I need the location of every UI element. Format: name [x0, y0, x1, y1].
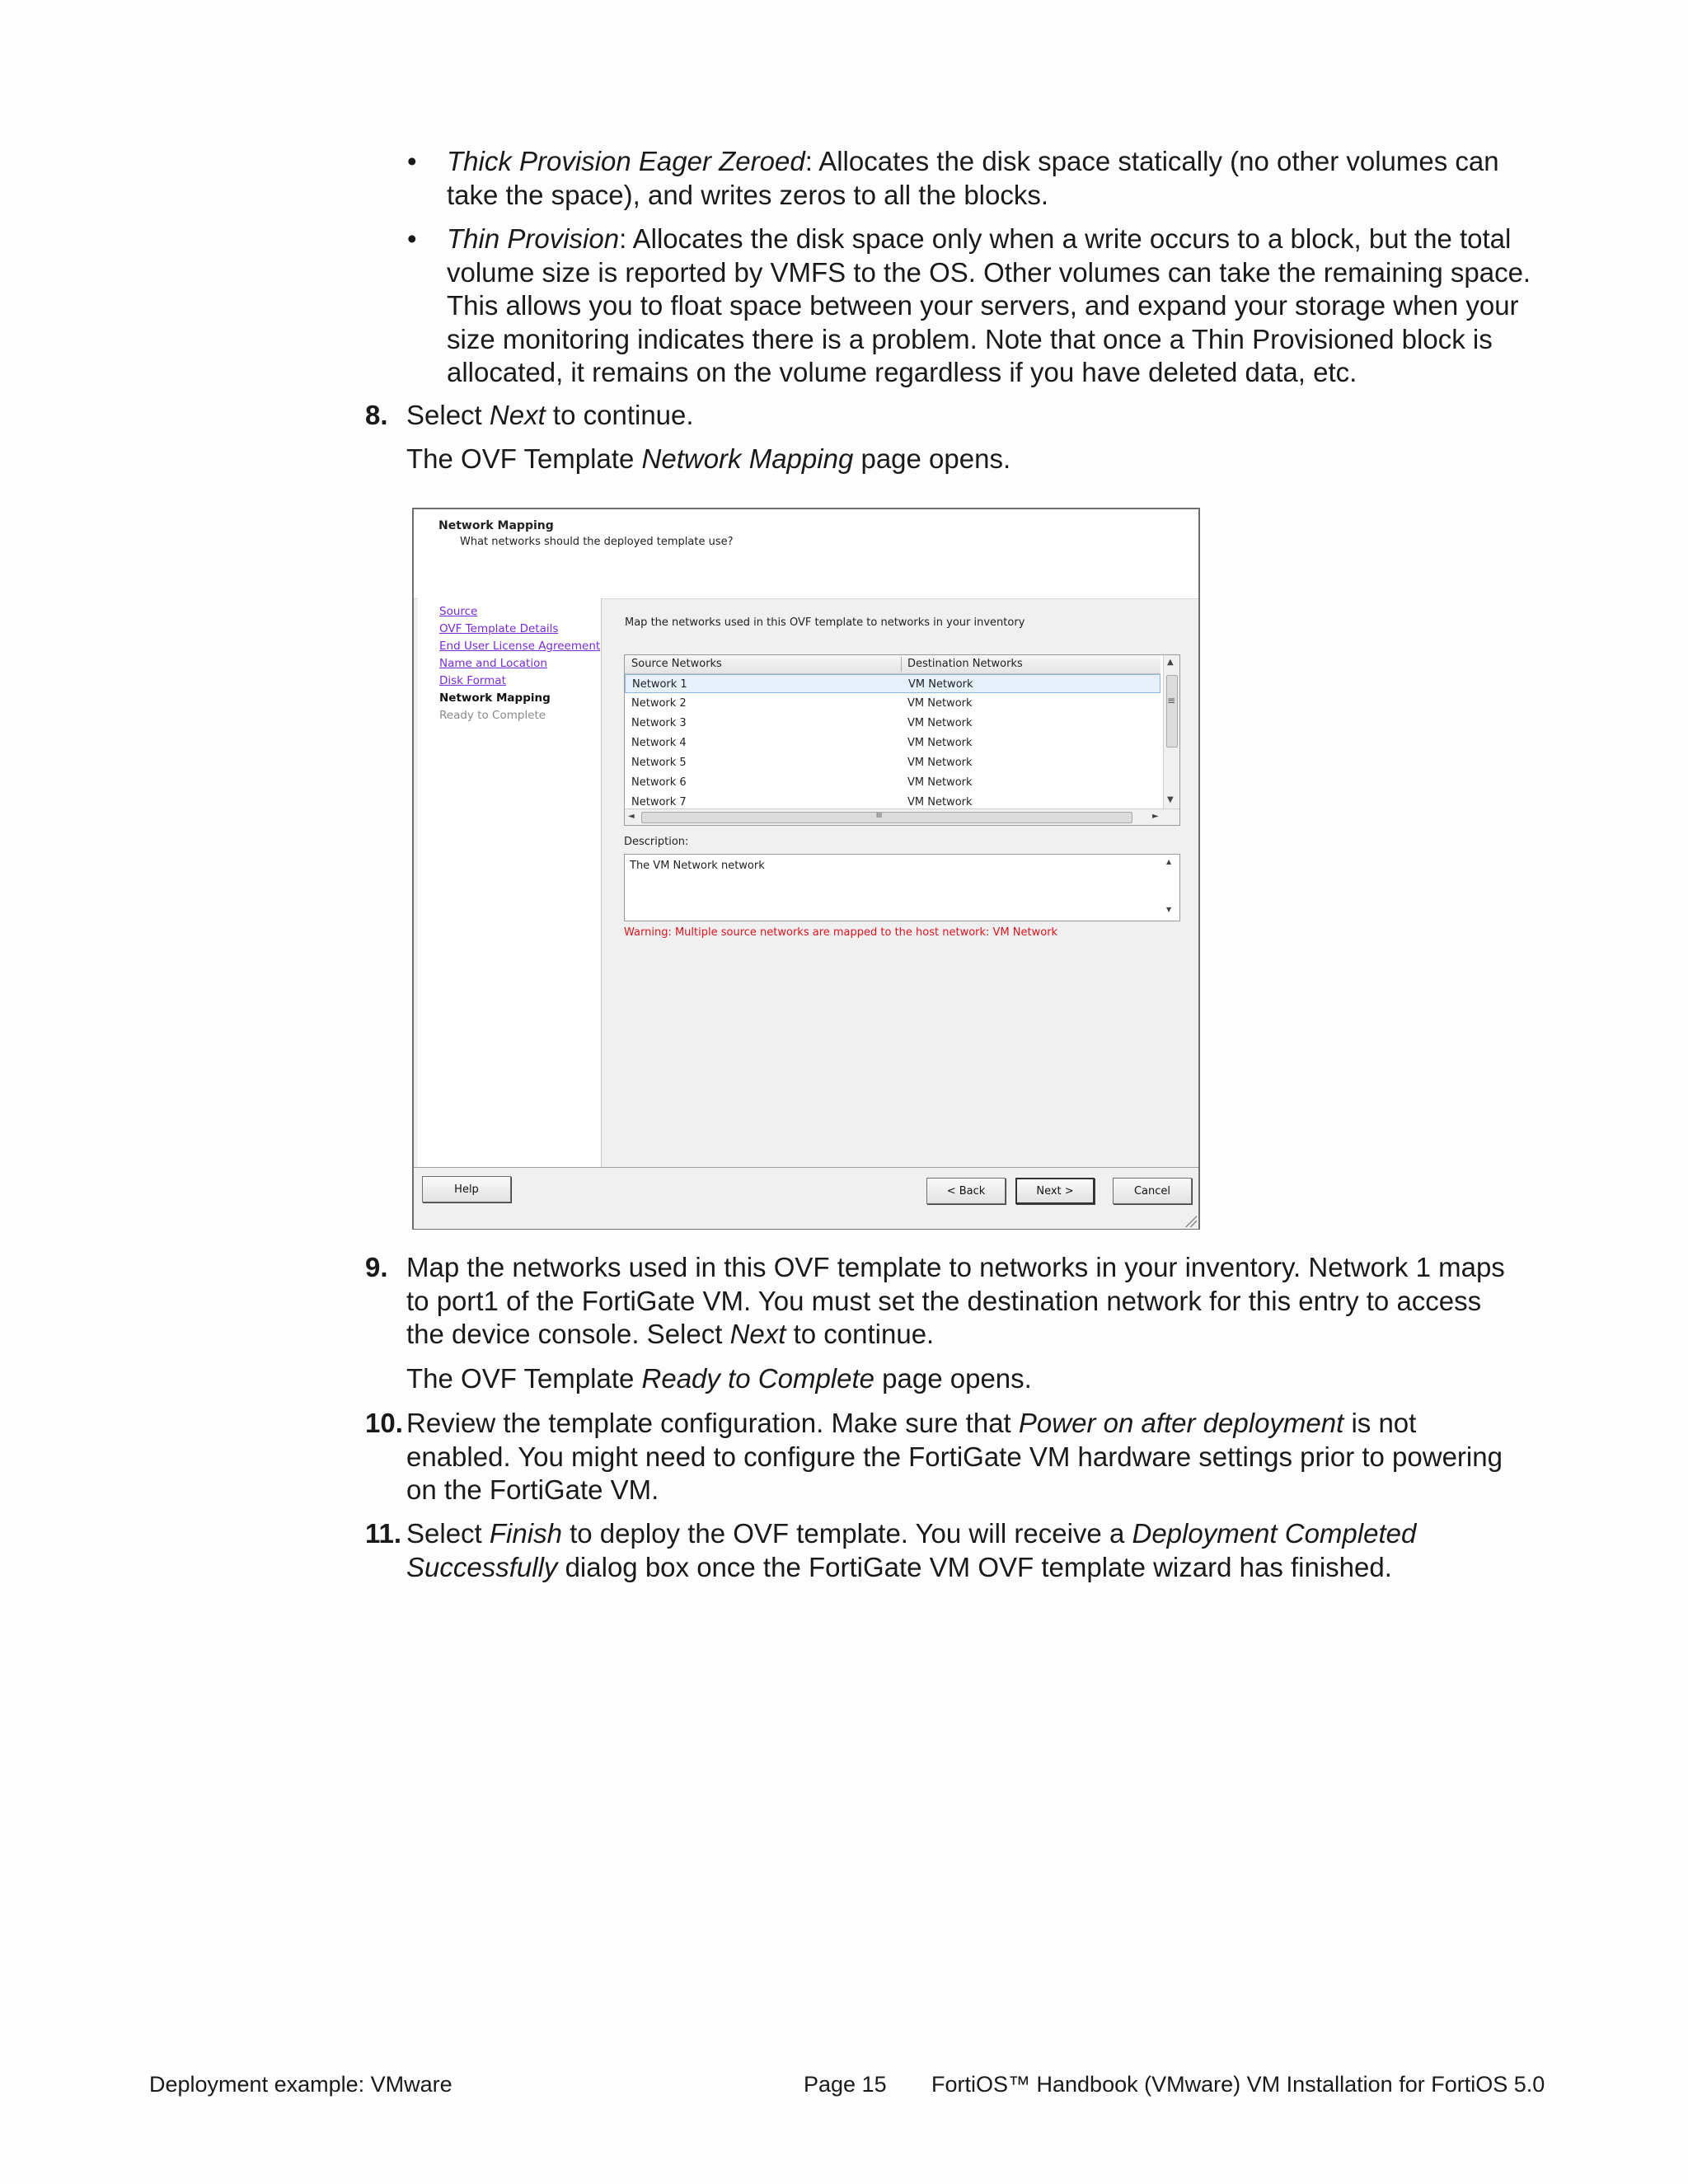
scroll-grip-icon: ≡: [1167, 695, 1176, 706]
vertical-scroll-thumb[interactable]: [1166, 675, 1178, 748]
footer-page-number: Page 15: [804, 2072, 887, 2097]
scroll-down-arrow-icon[interactable]: ▼: [1167, 795, 1174, 804]
cancel-button[interactable]: Cancel: [1113, 1178, 1192, 1204]
description-label: Description:: [624, 836, 689, 848]
dialog-footer: [414, 1167, 1198, 1229]
grid-row[interactable]: Network 3 VM Network: [631, 717, 973, 729]
step-number: 10.: [365, 1408, 403, 1438]
nav-ready-to-complete: Ready to Complete: [439, 709, 546, 722]
step-8-result: The OVF Template Network Mapping page opens.: [406, 443, 1011, 474]
grid-row[interactable]: Network 5 VM Network: [631, 757, 973, 769]
bullet-dot: •: [407, 146, 417, 176]
nav-ovf-template-details-link[interactable]: OVF Template Details: [439, 622, 559, 635]
footer-left: Deployment example: VMware: [149, 2072, 452, 2097]
step-9-result: The OVF Template Ready to Complete page opens.: [406, 1363, 1032, 1394]
horizontal-scroll-thumb[interactable]: [641, 812, 1132, 823]
dialog-header: [414, 509, 1198, 599]
grid-row[interactable]: Network 2 VM Network: [631, 697, 973, 710]
nav-disk-format-link[interactable]: Disk Format: [439, 674, 506, 687]
desc-scroll-down-icon[interactable]: ▼: [1166, 906, 1172, 913]
description-box[interactable]: [624, 854, 1180, 921]
footer-right: FortiOS™ Handbook (VMware) VM Installation for FortiOS 5.0: [931, 2072, 1545, 2097]
mapping-warning: Warning: Multiple source networks are mapped to the host network: VM Network: [624, 926, 1058, 939]
column-separator: [901, 657, 902, 672]
scroll-left-arrow-icon[interactable]: ◄: [628, 812, 635, 821]
resize-grip-icon[interactable]: [1184, 1214, 1197, 1227]
back-button[interactable]: < Back: [926, 1178, 1006, 1204]
help-button[interactable]: Help: [422, 1176, 511, 1202]
hscroll-grip-icon: III: [876, 812, 883, 819]
grid-row[interactable]: Network 7 VM Network: [631, 796, 973, 808]
term-thick-provision: Thick Provision Eager Zeroed: [447, 146, 805, 176]
scroll-right-arrow-icon[interactable]: ►: [1152, 812, 1159, 821]
network-mapping-grid[interactable]: [624, 654, 1180, 826]
step-number: 11.: [365, 1518, 402, 1549]
nav-eula-link[interactable]: End User License Agreement: [439, 640, 601, 653]
term-thin-provision: Thin Provision: [447, 223, 620, 254]
grid-row-network-1[interactable]: Network 1 VM Network: [625, 674, 1160, 693]
grid-header: [625, 655, 1160, 674]
nav-source-link[interactable]: Source: [439, 605, 478, 618]
description-text: The VM Network network: [630, 860, 765, 872]
grid-horizontal-scrollbar[interactable]: [625, 808, 1179, 825]
column-header-destination[interactable]: Destination Networks: [907, 658, 1023, 670]
step-number: 8.: [365, 400, 388, 430]
next-button[interactable]: Next >: [1015, 1178, 1095, 1204]
desc-scroll-up-icon[interactable]: ▲: [1166, 858, 1172, 865]
dialog-subtitle: What networks should the deployed template use?: [460, 536, 734, 548]
network-mapping-dialog: [412, 508, 1200, 1230]
bullet-dot: •: [407, 223, 417, 254]
wizard-steps-nav: [418, 598, 602, 1167]
scroll-up-arrow-icon[interactable]: ▲: [1167, 658, 1174, 667]
dialog-title: Network Mapping: [438, 519, 554, 532]
bullet-text: Thin Provision: Allocates the disk space only when a write occurs to a block, but the total volume size is reported by VMFS to the OS. Other volumes can take the remaining space. This allows you to float space between your servers, and expand your storage when your size monitoring indicates there is a problem. Note that once a Thin Provisioned block is allocated, it remains on the volume regardless if you have deleted data, etc.: [447, 223, 1531, 387]
step-number: 9.: [365, 1252, 388, 1282]
mapping-instruction: Map the networks used in this OVF template to networks in your inventory: [625, 616, 1025, 629]
column-header-source[interactable]: Source Networks: [631, 658, 722, 670]
bullet-text: Thick Provision Eager Zeroed: Allocates the disk space statically (no other volumes can take the space), and writes zeros to all the blocks.: [447, 146, 1499, 210]
nav-network-mapping-current: Network Mapping: [439, 691, 551, 705]
destination-dropdown[interactable]: VM Network: [908, 678, 973, 691]
nav-name-location-link[interactable]: Name and Location: [439, 657, 547, 670]
grid-row[interactable]: Network 4 VM Network: [631, 737, 973, 749]
grid-row[interactable]: Network 6 VM Network: [631, 776, 973, 789]
grid-vertical-scrollbar[interactable]: [1163, 655, 1179, 808]
